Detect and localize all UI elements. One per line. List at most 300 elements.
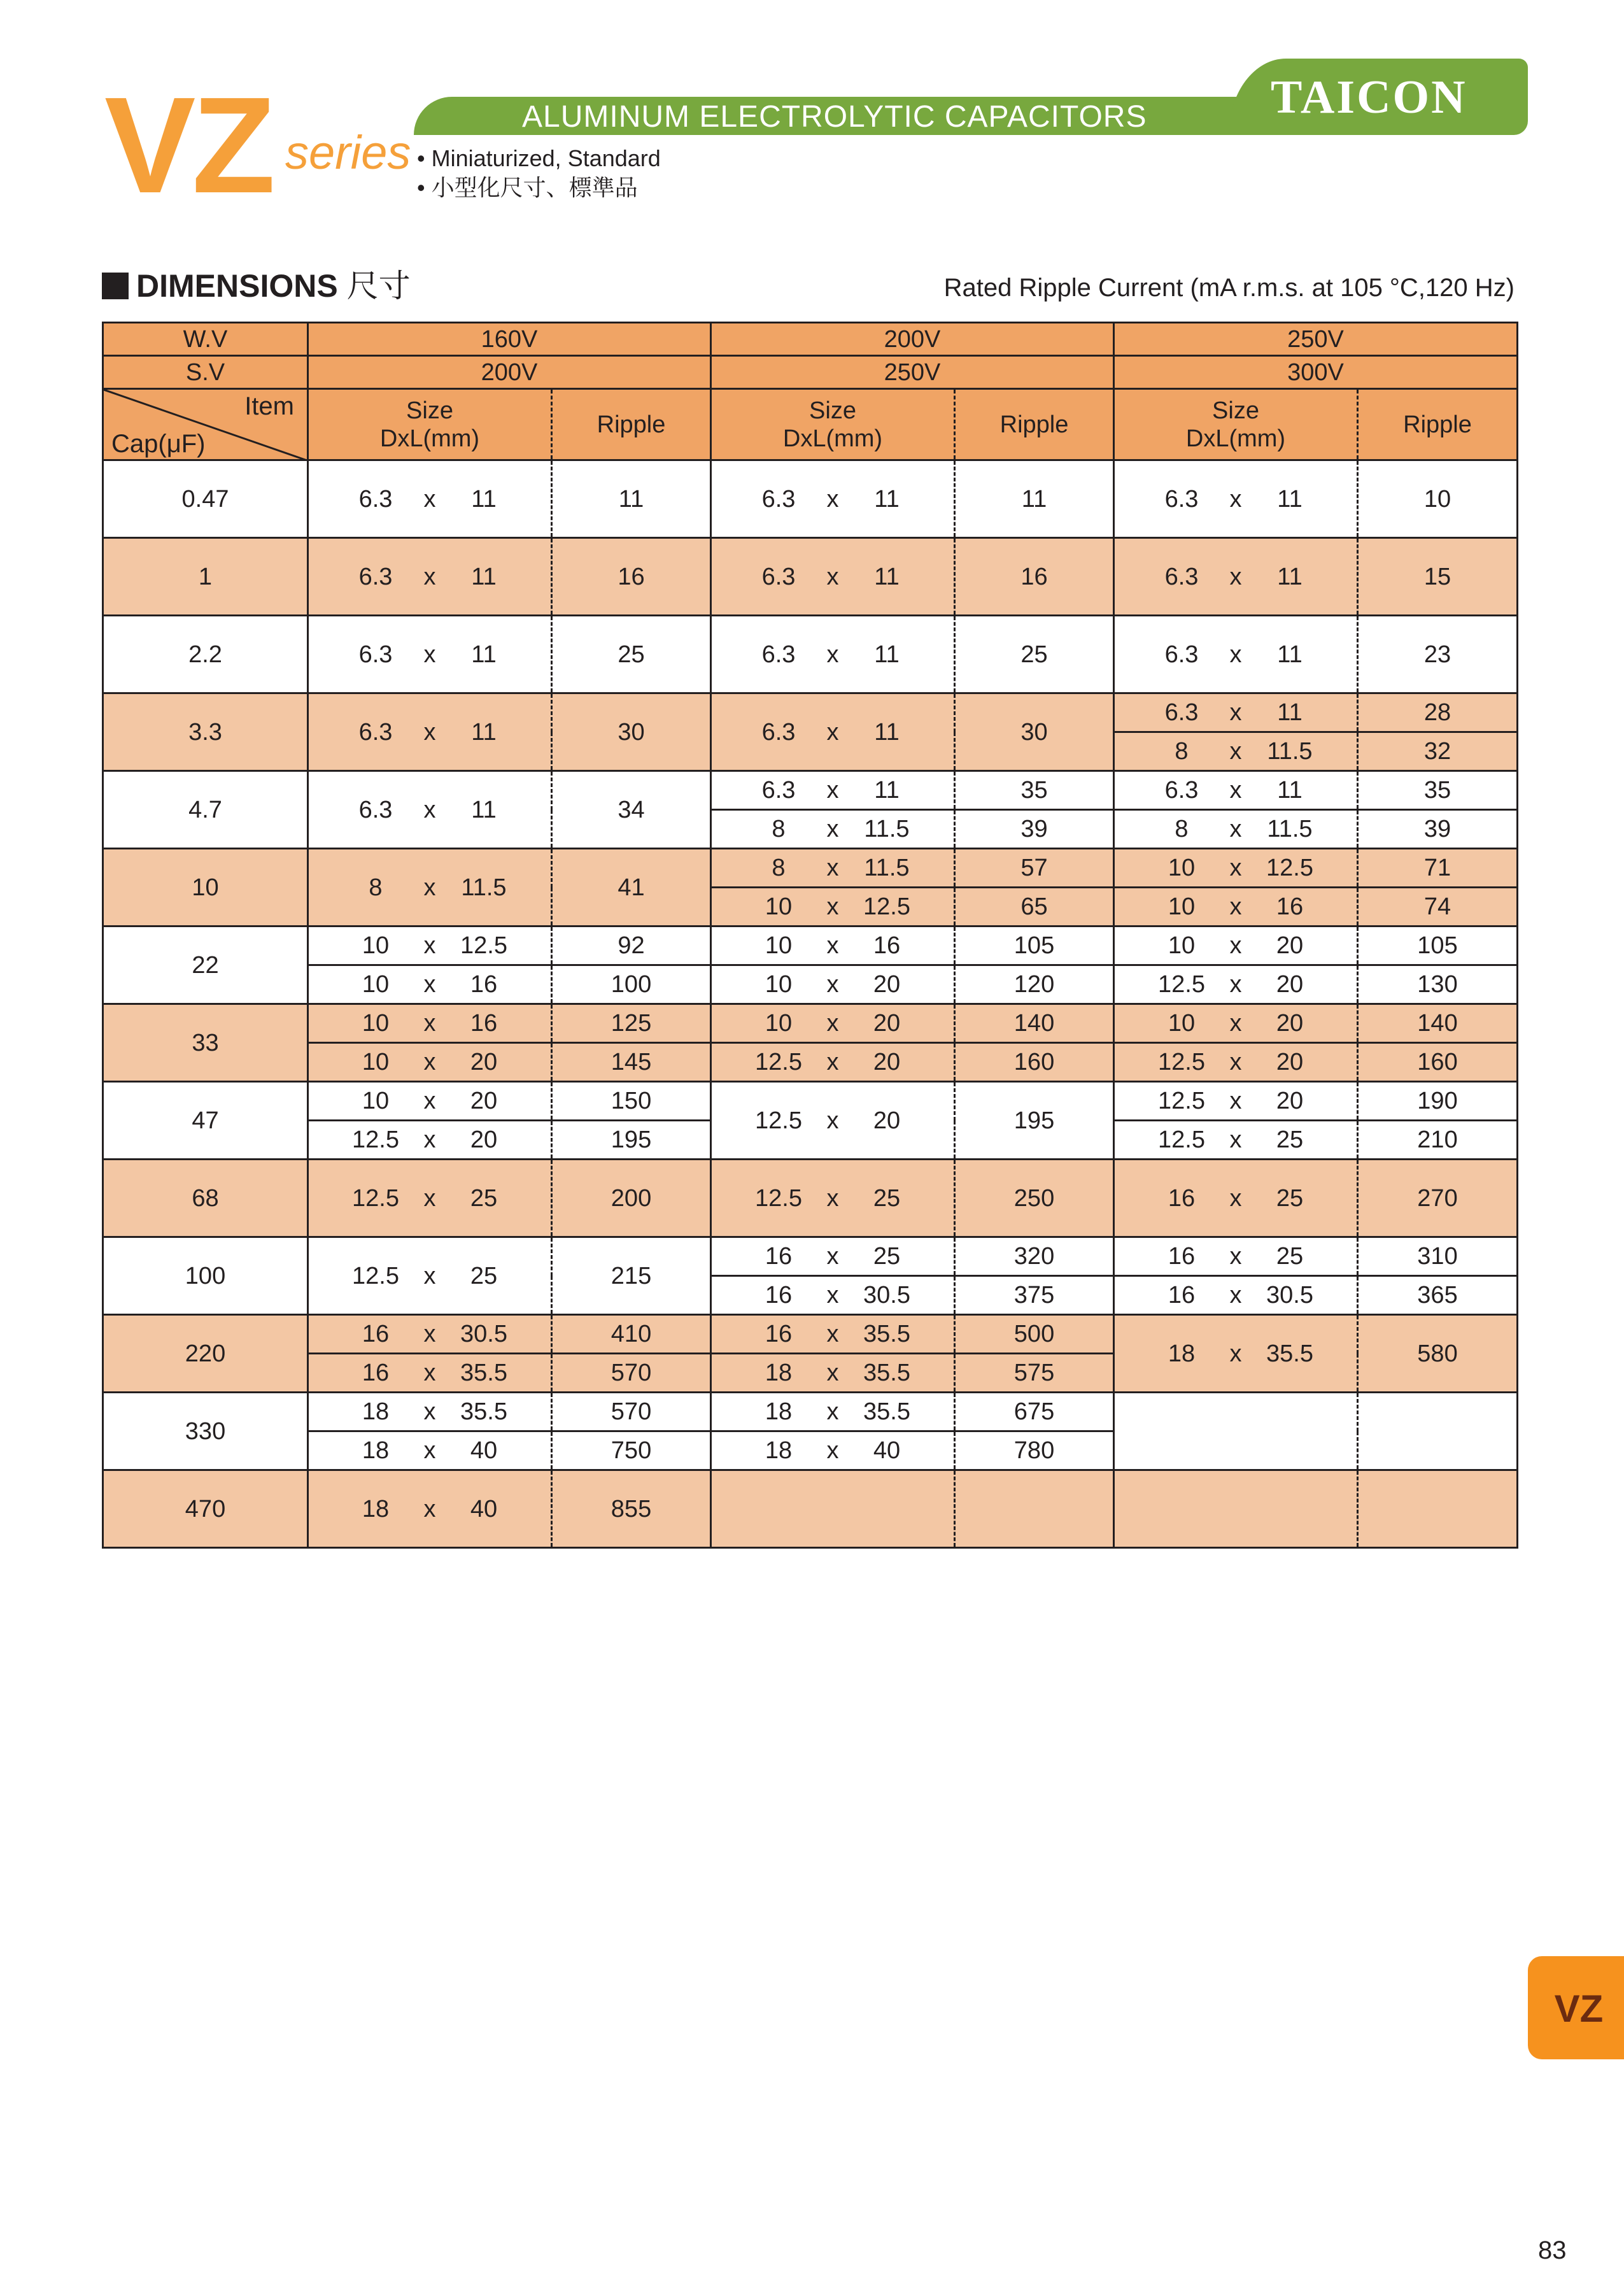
table-row: [103, 927, 1518, 965]
ripple-cell: 16: [955, 538, 1114, 616]
times-sign: x: [423, 971, 436, 998]
ripple-cell: 15: [1358, 538, 1518, 616]
ripple-cell: 25: [955, 616, 1114, 693]
times-sign: x: [826, 485, 839, 513]
diameter-value: 6.3: [761, 718, 796, 746]
length-value: 12.5: [863, 893, 910, 920]
ripple-cell: 92: [552, 927, 711, 965]
diameter-value: 16: [765, 1243, 793, 1270]
ripple-cell: 750: [552, 1431, 711, 1470]
diameter-value: 18: [1168, 1340, 1196, 1367]
length-value: 11.5: [1267, 816, 1313, 842]
times-sign: x: [826, 1243, 839, 1270]
ripple-cell: [955, 1470, 1114, 1548]
length-value: 25: [1276, 1126, 1304, 1153]
diameter-value: 18: [765, 1437, 793, 1464]
size-cell: [1114, 616, 1358, 693]
capacitance-cell: 4.7: [103, 771, 308, 849]
times-sign: x: [826, 641, 839, 668]
size-cell: [711, 1470, 955, 1548]
diameter-value: 6.3: [1164, 777, 1199, 804]
times-sign: x: [1229, 1243, 1242, 1270]
ripple-cell: 41: [552, 849, 711, 927]
size-cell: [711, 849, 955, 888]
length-value: 20: [1276, 1088, 1304, 1114]
length-value: 35.5: [863, 1398, 910, 1425]
ripple-cell: 145: [552, 1043, 711, 1082]
size-cell: [1114, 693, 1358, 732]
diameter-value: 10: [1168, 932, 1196, 959]
times-sign: x: [423, 796, 436, 823]
diameter-value: 12.5: [352, 1126, 399, 1153]
diameter-value: 6.3: [761, 563, 796, 590]
size-cell: [711, 693, 955, 771]
times-sign: x: [826, 1049, 839, 1076]
length-value: 20: [470, 1049, 498, 1076]
table-row: [103, 460, 1518, 538]
diameter-value: 18: [765, 1398, 793, 1425]
size-cell: [1114, 1276, 1358, 1315]
times-sign: x: [826, 777, 839, 804]
times-sign: x: [1229, 1126, 1242, 1153]
size-cell: [308, 1315, 552, 1354]
size-cell: [1114, 1160, 1358, 1237]
diameter-value: 6.3: [358, 485, 393, 513]
times-sign: x: [423, 1184, 436, 1212]
ripple-cell: 71: [1358, 849, 1518, 888]
ripple-cell: [1358, 1393, 1518, 1470]
size-cell: [308, 1470, 552, 1548]
times-sign: x: [1229, 699, 1242, 726]
length-value: 16: [470, 971, 498, 998]
length-value: 11: [471, 485, 497, 513]
diameter-value: 6.3: [761, 777, 796, 804]
times-sign: x: [826, 1107, 839, 1134]
category-title: ALUMINUM ELECTROLYTIC CAPACITORS: [522, 100, 1147, 134]
ripple-cell: 410: [552, 1315, 711, 1354]
length-value: 25: [470, 1262, 498, 1289]
times-sign: x: [1229, 641, 1242, 668]
diameter-value: 16: [362, 1360, 390, 1386]
times-sign: x: [423, 1398, 436, 1425]
times-sign: x: [423, 1437, 436, 1464]
diameter-value: 6.3: [761, 485, 796, 513]
diameter-value: 16: [765, 1282, 793, 1309]
ripple-cell: 105: [955, 927, 1114, 965]
length-value: 11.5: [864, 855, 910, 881]
size-cell: [711, 1004, 955, 1043]
sv-label: S.V: [103, 356, 308, 389]
ripple-cell: 11: [552, 460, 711, 538]
wv-200: 200V: [711, 323, 1114, 356]
length-value: 20: [470, 1088, 498, 1114]
length-value: 35.5: [460, 1398, 507, 1425]
times-sign: x: [423, 1262, 436, 1289]
table-row: [103, 1160, 1518, 1237]
ripple-cell: 23: [1358, 616, 1518, 693]
times-sign: x: [423, 1049, 436, 1076]
length-value: 20: [873, 971, 901, 998]
times-sign: x: [423, 1126, 436, 1153]
ripple-cell: 210: [1358, 1121, 1518, 1160]
length-value: 11.5: [461, 874, 507, 901]
ripple-cell: 100: [552, 965, 711, 1004]
diameter-value: 12.5: [1158, 1049, 1205, 1076]
capacitance-cell: 10: [103, 849, 308, 927]
diameter-value: 18: [765, 1360, 793, 1386]
ripple-cell: 30: [955, 693, 1114, 771]
size-cell: [1114, 771, 1358, 810]
diameter-value: 6.3: [1164, 485, 1199, 513]
sv-row: [103, 356, 1518, 389]
length-value: 11: [471, 718, 497, 746]
size-cell: [1114, 1082, 1358, 1121]
size-cell: [308, 1004, 552, 1043]
times-sign: x: [1229, 1340, 1242, 1367]
size-cell: [308, 693, 552, 771]
size-cell: [711, 616, 955, 693]
times-sign: x: [826, 718, 839, 746]
ripple-cell: 580: [1358, 1315, 1518, 1393]
ripple-cell: 780: [955, 1431, 1114, 1470]
size-cell: [308, 616, 552, 693]
size-cell: [711, 1393, 955, 1431]
feature-bullets: [417, 144, 661, 202]
times-sign: x: [1229, 971, 1242, 998]
times-sign: x: [1229, 1088, 1242, 1114]
item-label: Item: [244, 392, 294, 420]
times-sign: x: [423, 718, 436, 746]
diameter-value: 16: [1168, 1184, 1196, 1212]
diameter-value: 8: [1175, 738, 1189, 765]
diameter-value: 12.5: [352, 1262, 399, 1289]
size-cell: [711, 771, 955, 810]
times-sign: x: [1229, 1049, 1242, 1076]
times-sign: x: [826, 1010, 839, 1037]
table-row: [103, 965, 1518, 1004]
times-sign: x: [1229, 816, 1242, 842]
page-number: 83: [1538, 2236, 1567, 2264]
ripple-cell: [1358, 1470, 1518, 1548]
diameter-value: 10: [1168, 1010, 1196, 1037]
length-value: 30.5: [863, 1282, 910, 1309]
times-sign: x: [423, 1321, 436, 1347]
series-code: VZ: [104, 68, 272, 222]
dimensions-table: [102, 322, 1518, 1549]
ripple-cell: 200: [552, 1160, 711, 1237]
times-sign: x: [826, 1321, 839, 1347]
diameter-value: 10: [765, 971, 793, 998]
ripple-cell: 39: [955, 810, 1114, 849]
capacitance-cell: 220: [103, 1315, 308, 1393]
times-sign: x: [1229, 563, 1242, 590]
ripple-cell: 500: [955, 1315, 1114, 1354]
size-cell: [711, 927, 955, 965]
table-row: [103, 771, 1518, 810]
size-cell: [308, 1160, 552, 1237]
diameter-value: 6.3: [358, 563, 393, 590]
size-cell: [308, 1393, 552, 1431]
capacitance-cell: 68: [103, 1160, 308, 1237]
diameter-value: 6.3: [1164, 563, 1199, 590]
ripple-cell: 30: [552, 693, 711, 771]
ripple-cell: 310: [1358, 1237, 1518, 1276]
length-value: 25: [873, 1184, 901, 1212]
length-value: 25: [470, 1184, 498, 1212]
length-value: 20: [1276, 971, 1304, 998]
size-header: Size DxL(mm): [308, 389, 552, 460]
length-value: 30.5: [460, 1321, 507, 1347]
diameter-value: 16: [362, 1321, 390, 1347]
ripple-cell: 215: [552, 1237, 711, 1315]
ripple-cell: 195: [552, 1121, 711, 1160]
times-sign: x: [826, 932, 839, 959]
ripple-cell: 190: [1358, 1082, 1518, 1121]
diameter-value: 18: [362, 1398, 390, 1425]
times-sign: x: [826, 1437, 839, 1464]
times-sign: x: [423, 1495, 436, 1523]
size-cell: [308, 460, 552, 538]
length-value: 20: [873, 1010, 901, 1037]
size-cell: [711, 1315, 955, 1354]
size-cell: [711, 538, 955, 616]
size-cell: [308, 1354, 552, 1393]
ripple-cell: 195: [955, 1082, 1114, 1160]
capacitance-cell: 1: [103, 538, 308, 616]
ripple-cell: 25: [552, 616, 711, 693]
times-sign: x: [423, 1010, 436, 1037]
diameter-value: 6.3: [358, 718, 393, 746]
ripple-cell: 250: [955, 1160, 1114, 1237]
ripple-cell: 65: [955, 888, 1114, 927]
section-title: [136, 266, 411, 306]
ripple-cell: 74: [1358, 888, 1518, 927]
times-sign: x: [1229, 485, 1242, 513]
size-cell: [1114, 460, 1358, 538]
times-sign: x: [826, 971, 839, 998]
ripple-cell: 16: [552, 538, 711, 616]
length-value: 11: [1277, 699, 1303, 726]
diameter-value: 18: [362, 1437, 390, 1464]
length-value: 30.5: [1266, 1282, 1313, 1309]
times-sign: x: [423, 641, 436, 668]
diameter-value: 6.3: [358, 796, 393, 823]
size-cell: [711, 965, 955, 1004]
size-cell: [711, 888, 955, 927]
table-row: [103, 1470, 1518, 1548]
ripple-cell: 150: [552, 1082, 711, 1121]
ripple-cell: 35: [1358, 771, 1518, 810]
section-title-en: DIMENSIONS: [136, 268, 338, 304]
diameter-value: 6.3: [761, 641, 796, 668]
size-cell: [1114, 1470, 1358, 1548]
diameter-value: 12.5: [755, 1049, 802, 1076]
table-row: [103, 616, 1518, 693]
times-sign: x: [1229, 932, 1242, 959]
ripple-cell: 160: [955, 1043, 1114, 1082]
diameter-value: 16: [1168, 1243, 1196, 1270]
table-row: [103, 1315, 1518, 1354]
times-sign: x: [1229, 1184, 1242, 1212]
times-sign: x: [826, 893, 839, 920]
capacitance-cell: 100: [103, 1237, 308, 1315]
sv-250: 250V: [711, 356, 1114, 389]
diameter-value: 12.5: [755, 1184, 802, 1212]
capacitance-cell: 3.3: [103, 693, 308, 771]
length-value: 11: [874, 641, 900, 668]
size-cell: [308, 965, 552, 1004]
diameter-value: 8: [772, 855, 786, 881]
size-cell: [308, 849, 552, 927]
ripple-cell: 320: [955, 1237, 1114, 1276]
item-cap-header: [103, 389, 308, 460]
size-cell: [711, 1043, 955, 1082]
length-value: 20: [470, 1126, 498, 1153]
size-cell: [711, 1082, 955, 1160]
diameter-value: 10: [765, 932, 793, 959]
diameter-value: 16: [1168, 1282, 1196, 1309]
table-row: [103, 1237, 1518, 1276]
diameter-value: 6.3: [1164, 699, 1199, 726]
capacitance-cell: 2.2: [103, 616, 308, 693]
length-value: 35.5: [863, 1321, 910, 1347]
ripple-cell: 39: [1358, 810, 1518, 849]
times-sign: x: [826, 855, 839, 881]
length-value: 40: [470, 1495, 498, 1523]
section-title-cjk: 尺寸: [346, 268, 411, 304]
length-value: 25: [1276, 1243, 1304, 1270]
ripple-cell: 570: [552, 1354, 711, 1393]
size-cell: [1114, 965, 1358, 1004]
diameter-value: 10: [362, 971, 390, 998]
sv-200: 200V: [308, 356, 711, 389]
times-sign: x: [826, 1360, 839, 1386]
diameter-value: 12.5: [1158, 1088, 1205, 1114]
diameter-value: 12.5: [755, 1107, 802, 1134]
ripple-cell: 11: [955, 460, 1114, 538]
length-value: 20: [873, 1049, 901, 1076]
length-value: 11: [874, 718, 900, 746]
times-sign: x: [1229, 738, 1242, 765]
length-value: 11: [874, 777, 900, 804]
ripple-cell: 32: [1358, 732, 1518, 771]
times-sign: x: [423, 874, 436, 901]
capacitance-cell: 330: [103, 1393, 308, 1470]
size-cell: [308, 1082, 552, 1121]
ripple-cell: 270: [1358, 1160, 1518, 1237]
times-sign: x: [1229, 855, 1242, 881]
length-value: 11: [1277, 641, 1303, 668]
diameter-value: 10: [765, 1010, 793, 1037]
length-value: 11.5: [1267, 738, 1313, 765]
times-sign: x: [1229, 1010, 1242, 1037]
size-cell: [308, 1043, 552, 1082]
times-sign: x: [1229, 777, 1242, 804]
length-value: 11: [874, 563, 900, 590]
diameter-value: 10: [362, 1088, 390, 1114]
size-cell: [1114, 1393, 1358, 1470]
times-sign: x: [826, 816, 839, 842]
length-value: 11.5: [864, 816, 910, 842]
times-sign: x: [826, 1184, 839, 1212]
ripple-cell: 570: [552, 1393, 711, 1431]
ripple-header: Ripple: [552, 389, 711, 460]
table-row: [103, 538, 1518, 616]
size-cell: [1114, 1315, 1358, 1393]
length-value: 11: [471, 641, 497, 668]
diameter-value: 10: [1168, 893, 1196, 920]
size-cell: [711, 1354, 955, 1393]
length-value: 11: [1277, 485, 1303, 513]
ripple-cell: 34: [552, 771, 711, 849]
size-cell: [1114, 1004, 1358, 1043]
times-sign: x: [423, 1088, 436, 1114]
table-row: [103, 1004, 1518, 1043]
diameter-value: 12.5: [352, 1184, 399, 1212]
side-tab-label: VZ: [1554, 1987, 1604, 2030]
brand-logo: TAICON: [1271, 71, 1467, 124]
wv-label: W.V: [103, 323, 308, 356]
length-value: 16: [470, 1010, 498, 1037]
length-value: 11: [1277, 777, 1303, 804]
times-sign: x: [1229, 893, 1242, 920]
times-sign: x: [423, 1360, 436, 1386]
table-row: [103, 693, 1518, 732]
size-cell: [1114, 538, 1358, 616]
size-cell: [1114, 927, 1358, 965]
diameter-value: 16: [765, 1321, 793, 1347]
diameter-value: 8: [1175, 816, 1189, 842]
ripple-cell: 140: [1358, 1004, 1518, 1043]
table-row: [103, 1043, 1518, 1082]
ripple-cell: 105: [1358, 927, 1518, 965]
length-value: 35.5: [460, 1360, 507, 1386]
size-cell: [1114, 888, 1358, 927]
size-cell: [308, 1431, 552, 1470]
ripple-cell: 365: [1358, 1276, 1518, 1315]
size-cell: [1114, 1121, 1358, 1160]
diameter-value: 8: [772, 816, 786, 842]
length-value: 12.5: [1266, 855, 1313, 881]
size-cell: [308, 1121, 552, 1160]
size-cell: [308, 538, 552, 616]
length-value: 20: [1276, 932, 1304, 959]
ripple-cell: 57: [955, 849, 1114, 888]
diameter-value: 6.3: [358, 641, 393, 668]
table-row: [103, 849, 1518, 888]
capacitance-cell: 470: [103, 1470, 308, 1548]
size-cell: [1114, 849, 1358, 888]
ripple-header: Ripple: [1358, 389, 1518, 460]
length-value: 40: [470, 1437, 498, 1464]
table-row: [103, 1393, 1518, 1431]
times-sign: x: [826, 1282, 839, 1309]
times-sign: x: [423, 485, 436, 513]
size-cell: [308, 1237, 552, 1315]
capacitance-cell: 22: [103, 927, 308, 1004]
capacitance-cell: 33: [103, 1004, 308, 1082]
length-value: 11: [471, 563, 497, 590]
times-sign: x: [1229, 1282, 1242, 1309]
size-header: Size DxL(mm): [711, 389, 955, 460]
length-value: 16: [1276, 893, 1304, 920]
series-word: series: [285, 126, 411, 179]
sv-300: 300V: [1114, 356, 1518, 389]
ripple-cell: 140: [955, 1004, 1114, 1043]
length-value: 25: [1276, 1184, 1304, 1212]
ripple-cell: 125: [552, 1004, 711, 1043]
square-bullet-icon: [102, 273, 129, 299]
